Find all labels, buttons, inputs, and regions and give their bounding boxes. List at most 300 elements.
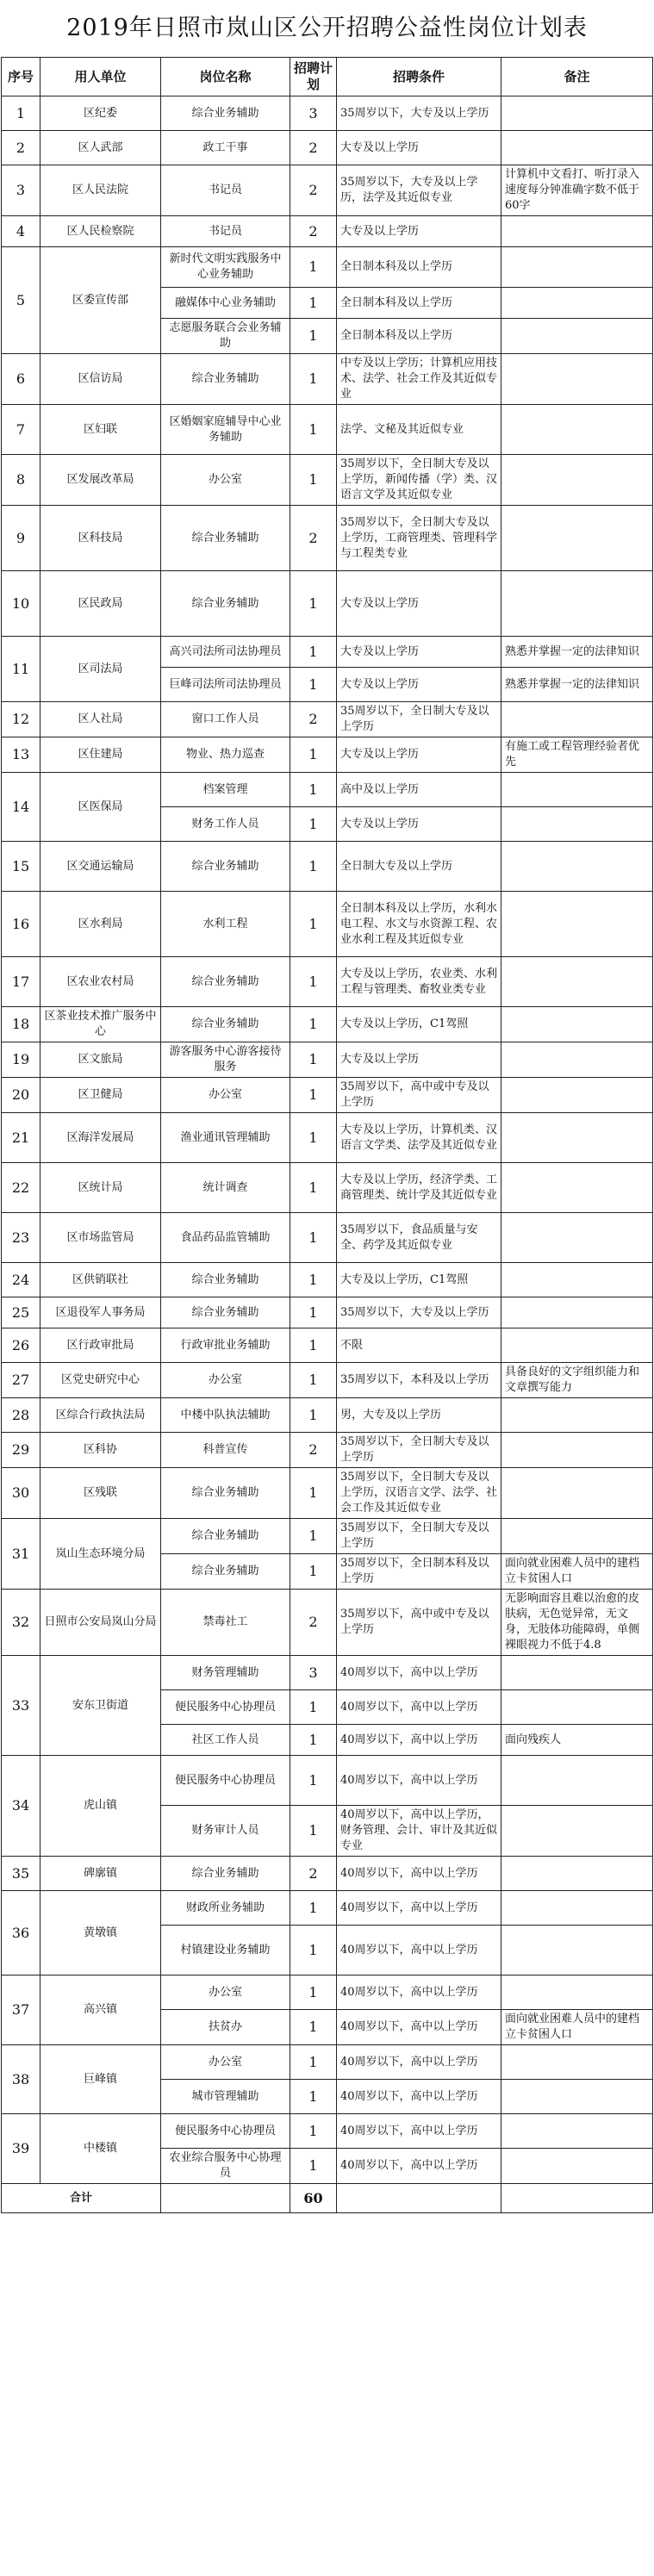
recruit-conditions: 全日制本科及以上学历	[337, 319, 501, 354]
row-index: 19	[2, 1042, 40, 1078]
position-title: 农业综合服务中心协理员	[161, 2149, 290, 2184]
recruit-conditions: 法学、文秘及其近似专业	[337, 405, 501, 455]
remarks: 有施工或工程管理经验者优先	[501, 737, 653, 773]
remarks	[501, 892, 653, 957]
plan-count: 1	[290, 1363, 337, 1398]
table-row	[2, 455, 653, 506]
recruit-conditions: 40周岁以下，高中以上学历	[337, 1725, 501, 1756]
recruit-conditions: 35周岁以下，食品质量与安全、药学及其近似专业	[337, 1213, 501, 1263]
employer-unit: 区农业农村局	[40, 957, 161, 1007]
remarks	[501, 1113, 653, 1163]
row-index: 24	[2, 1263, 40, 1297]
table-body	[2, 96, 653, 2184]
table-row	[2, 1519, 653, 1554]
table-row	[2, 1163, 653, 1213]
employer-unit: 区供销联社	[40, 1263, 161, 1297]
position-title: 便民服务中心协理员	[161, 1756, 290, 1806]
recruit-conditions: 大专及以上学历	[337, 807, 501, 842]
employer-unit: 岚山生态环境分局	[40, 1519, 161, 1590]
recruit-conditions: 全日制本科及以上学历，水利水电工程、水文与水资源工程、农业水利工程及其近似专业	[337, 892, 501, 957]
plan-count: 1	[290, 892, 337, 957]
table-row	[2, 1297, 653, 1328]
table-row	[2, 1656, 653, 1690]
recruit-conditions: 大专及以上学历	[337, 637, 501, 668]
table-row	[2, 247, 653, 288]
position-title: 渔业通讯管理辅助	[161, 1113, 290, 1163]
recruit-conditions: 大专及以上学历，经济学类、工商管理类、统计学及其近似专业	[337, 1163, 501, 1213]
recruit-conditions: 35周岁以下，高中或中专及以上学历	[337, 1078, 501, 1113]
plan-count: 1	[290, 2045, 337, 2080]
employer-unit: 区纪委	[40, 96, 161, 131]
plan-count: 1	[290, 319, 337, 354]
position-title: 新时代文明实践服务中心业务辅助	[161, 247, 290, 288]
position-title: 书记员	[161, 165, 290, 216]
table-row	[2, 2045, 653, 2080]
remarks	[501, 319, 653, 354]
row-index: 17	[2, 957, 40, 1007]
employer-unit: 区残联	[40, 1468, 161, 1519]
remarks	[501, 216, 653, 247]
total-empty-cell	[161, 2184, 290, 2213]
position-title: 综合业务辅助	[161, 1519, 290, 1554]
employer-unit: 区科技局	[40, 506, 161, 571]
position-title: 办公室	[161, 455, 290, 506]
position-title: 食品药品监管辅助	[161, 1213, 290, 1263]
remarks	[501, 1468, 653, 1519]
recruit-conditions: 35周岁以下，全日制大专及以上学历，汉语言文学、法学、社会工作及其近似专业	[337, 1468, 501, 1519]
employer-unit: 区司法局	[40, 637, 161, 702]
employer-unit: 区文旅局	[40, 1042, 161, 1078]
table-row	[2, 165, 653, 216]
plan-count: 1	[290, 405, 337, 455]
position-title: 统计调查	[161, 1163, 290, 1213]
table-row	[2, 1007, 653, 1042]
table-row	[2, 354, 653, 405]
row-index: 6	[2, 354, 40, 405]
table-row	[2, 2114, 653, 2149]
recruit-conditions: 全日制大专及以上学历	[337, 842, 501, 892]
recruit-conditions: 40周岁以下，高中以上学历	[337, 2114, 501, 2149]
position-title: 办公室	[161, 1078, 290, 1113]
row-index: 22	[2, 1163, 40, 1213]
remarks: 无影响面容且难以治愈的皮肤病，无色觉异常，无文身，无肢体功能障碍，单侧裸眼视力不低于4.8	[501, 1590, 653, 1656]
row-index: 37	[2, 1976, 40, 2045]
plan-count: 2	[290, 1433, 337, 1468]
table-row	[2, 1891, 653, 1926]
table-row	[2, 571, 653, 637]
recruit-conditions: 大专及以上学历	[337, 216, 501, 247]
position-title: 办公室	[161, 1363, 290, 1398]
recruit-conditions: 40周岁以下，高中以上学历	[337, 1976, 501, 2010]
plan-count: 3	[290, 96, 337, 131]
row-index: 31	[2, 1519, 40, 1590]
recruit-conditions: 40周岁以下，高中以上学历	[337, 1756, 501, 1806]
position-title: 中楼中队执法辅助	[161, 1398, 290, 1433]
table-row	[2, 1590, 653, 1656]
row-index: 11	[2, 637, 40, 702]
position-title: 综合业务辅助	[161, 354, 290, 405]
remarks	[501, 1213, 653, 1263]
remarks	[501, 354, 653, 405]
row-index: 5	[2, 247, 40, 354]
row-index: 21	[2, 1113, 40, 1163]
remarks	[501, 1926, 653, 1976]
remarks	[501, 1007, 653, 1042]
remarks	[501, 957, 653, 1007]
position-title: 综合业务辅助	[161, 1007, 290, 1042]
row-index: 9	[2, 506, 40, 571]
employer-unit: 区医保局	[40, 773, 161, 842]
remarks	[501, 247, 653, 288]
recruit-conditions: 大专及以上学历	[337, 668, 501, 702]
plan-count: 1	[290, 1468, 337, 1519]
remarks: 面向就业困难人员中的建档立卡贫困人口	[501, 2010, 653, 2045]
remarks	[501, 2149, 653, 2184]
remarks: 面向就业困难人员中的建档立卡贫困人口	[501, 1554, 653, 1590]
row-index: 26	[2, 1328, 40, 1363]
table-row	[2, 1078, 653, 1113]
table-row	[2, 637, 653, 668]
plan-count: 2	[290, 165, 337, 216]
employer-unit: 区海洋发展局	[40, 1113, 161, 1163]
plan-count: 1	[290, 2080, 337, 2114]
position-title: 综合业务辅助	[161, 957, 290, 1007]
recruit-conditions: 35周岁以下，全日制大专及以上学历，新闻传播（学）类、汉语言文学及其近似专业	[337, 455, 501, 506]
recruit-conditions: 40周岁以下，高中以上学历	[337, 1857, 501, 1891]
plan-count: 1	[290, 637, 337, 668]
position-title: 综合业务辅助	[161, 842, 290, 892]
row-index: 36	[2, 1891, 40, 1976]
remarks	[501, 1433, 653, 1468]
remarks	[501, 807, 653, 842]
position-title: 物业、热力巡查	[161, 737, 290, 773]
employer-unit: 区人民检察院	[40, 216, 161, 247]
recruit-conditions: 40周岁以下，高中以上学历	[337, 2080, 501, 2114]
plan-count: 1	[290, 1398, 337, 1433]
plan-count: 1	[290, 1213, 337, 1263]
recruit-conditions: 40周岁以下，高中以上学历	[337, 1926, 501, 1976]
plan-count: 1	[290, 2149, 337, 2184]
remarks	[501, 571, 653, 637]
row-index: 27	[2, 1363, 40, 1398]
position-title: 财务工作人员	[161, 807, 290, 842]
employer-unit: 区人民法院	[40, 165, 161, 216]
employer-unit: 区统计局	[40, 1163, 161, 1213]
employer-unit: 区退役军人事务局	[40, 1297, 161, 1328]
remarks	[501, 1163, 653, 1213]
position-title: 综合业务辅助	[161, 96, 290, 131]
employer-unit: 安东卫街道	[40, 1656, 161, 1756]
position-title: 水利工程	[161, 892, 290, 957]
position-title: 综合业务辅助	[161, 1297, 290, 1328]
plan-count: 1	[290, 1554, 337, 1590]
plan-count: 2	[290, 702, 337, 737]
recruit-conditions: 35周岁以下，本科及以上学历	[337, 1363, 501, 1398]
remarks	[501, 1328, 653, 1363]
remarks	[501, 455, 653, 506]
plan-count: 1	[290, 1007, 337, 1042]
employer-unit: 巨峰镇	[40, 2045, 161, 2114]
total-empty-cell	[337, 2184, 501, 2213]
header-unit: 用人单位	[40, 58, 161, 96]
table-row	[2, 1976, 653, 2010]
plan-count: 1	[290, 1328, 337, 1363]
position-title: 志愿服务联合会业务辅助	[161, 319, 290, 354]
position-title: 综合业务辅助	[161, 1468, 290, 1519]
table-row	[2, 1398, 653, 1433]
position-title: 综合业务辅助	[161, 1554, 290, 1590]
remarks: 计算机中文看打、听打录入速度每分钟准确字数不低于60字	[501, 165, 653, 216]
position-title: 政工干事	[161, 131, 290, 165]
row-index: 30	[2, 1468, 40, 1519]
employer-unit: 中楼镇	[40, 2114, 161, 2184]
employer-unit: 区卫健局	[40, 1078, 161, 1113]
table-row	[2, 506, 653, 571]
plan-count: 1	[290, 807, 337, 842]
recruit-conditions: 40周岁以下，高中以上学历	[337, 2010, 501, 2045]
row-index: 38	[2, 2045, 40, 2114]
recruit-conditions: 大专及以上学历	[337, 737, 501, 773]
employer-unit: 碑廓镇	[40, 1857, 161, 1891]
table-row	[2, 842, 653, 892]
position-title: 高兴司法所司法协理员	[161, 637, 290, 668]
employer-unit: 区发展改革局	[40, 455, 161, 506]
plan-count: 1	[290, 1926, 337, 1976]
remarks	[501, 2114, 653, 2149]
remarks	[501, 702, 653, 737]
table-row	[2, 1113, 653, 1163]
row-index: 16	[2, 892, 40, 957]
row-index: 14	[2, 773, 40, 842]
employer-unit: 区妇联	[40, 405, 161, 455]
plan-count: 1	[290, 842, 337, 892]
remarks	[501, 506, 653, 571]
employer-unit: 区人武部	[40, 131, 161, 165]
row-index: 2	[2, 131, 40, 165]
recruit-conditions: 全日制本科及以上学历	[337, 288, 501, 319]
recruit-conditions: 大专及以上学历，计算机类、汉语言文学类、法学及其近似专业	[337, 1113, 501, 1163]
position-title: 综合业务辅助	[161, 1857, 290, 1891]
employer-unit: 区住建局	[40, 737, 161, 773]
recruit-conditions: 40周岁以下，高中以上学历	[337, 1891, 501, 1926]
position-title: 财政所业务辅助	[161, 1891, 290, 1926]
plan-count: 1	[290, 2010, 337, 2045]
recruit-conditions: 35周岁以下，大专及以上学历	[337, 1297, 501, 1328]
position-title: 办公室	[161, 2045, 290, 2080]
remarks	[501, 131, 653, 165]
table-row	[2, 892, 653, 957]
remarks	[501, 1806, 653, 1857]
position-title: 办公室	[161, 1976, 290, 2010]
row-index: 32	[2, 1590, 40, 1656]
plan-count: 2	[290, 216, 337, 247]
plan-count: 1	[290, 773, 337, 807]
total-row	[2, 2184, 653, 2213]
total-plan: 60	[290, 2184, 337, 2213]
row-index: 1	[2, 96, 40, 131]
recruit-conditions: 40周岁以下，高中以上学历	[337, 1690, 501, 1725]
recruit-conditions: 中专及以上学历；计算机应用技术、法学、社会工作及其近似专业	[337, 354, 501, 405]
recruit-conditions: 35周岁以下，全日制本科及以上学历	[337, 1554, 501, 1590]
table-row	[2, 1042, 653, 1078]
plan-count: 1	[290, 668, 337, 702]
plan-count: 1	[290, 1263, 337, 1297]
row-index: 29	[2, 1433, 40, 1468]
position-title: 科普宣传	[161, 1433, 290, 1468]
plan-count: 1	[290, 737, 337, 773]
row-index: 7	[2, 405, 40, 455]
remarks	[501, 1756, 653, 1806]
plan-count: 1	[290, 354, 337, 405]
table-row	[2, 405, 653, 455]
table-row	[2, 1857, 653, 1891]
table-row	[2, 1263, 653, 1297]
remarks	[501, 1297, 653, 1328]
recruit-conditions: 40周岁以下，高中以上学历，财务管理、会计、审计及其近似专业	[337, 1806, 501, 1857]
recruit-conditions: 35周岁以下，全日制大专及以上学历	[337, 702, 501, 737]
recruit-conditions: 全日制本科及以上学历	[337, 247, 501, 288]
header-conditions: 招聘条件	[337, 58, 501, 96]
recruit-conditions: 40周岁以下，高中以上学历	[337, 2149, 501, 2184]
plan-count: 2	[290, 506, 337, 571]
plan-count: 1	[290, 1078, 337, 1113]
row-index: 28	[2, 1398, 40, 1433]
row-index: 23	[2, 1213, 40, 1263]
remarks	[501, 2045, 653, 2080]
recruit-conditions: 35周岁以下，大专及以上学历	[337, 96, 501, 131]
row-index: 12	[2, 702, 40, 737]
header-notes: 备注	[501, 58, 653, 96]
position-title: 城市管理辅助	[161, 2080, 290, 2114]
remarks	[501, 1891, 653, 1926]
remarks: 熟悉并掌握一定的法律知识	[501, 668, 653, 702]
employer-unit: 区茶业技术推广服务中心	[40, 1007, 161, 1042]
plan-count: 1	[290, 1725, 337, 1756]
plan-count: 1	[290, 571, 337, 637]
table-row	[2, 96, 653, 131]
position-title: 便民服务中心协理员	[161, 2114, 290, 2149]
plan-count: 1	[290, 1113, 337, 1163]
recruit-conditions: 大专及以上学历	[337, 131, 501, 165]
recruit-conditions: 大专及以上学历，农业类、水利工程与管理类、畜牧业类专业	[337, 957, 501, 1007]
position-title: 融媒体中心业务辅助	[161, 288, 290, 319]
total-label: 合计	[2, 2184, 161, 2213]
table-row	[2, 737, 653, 773]
plan-count: 2	[290, 1590, 337, 1656]
plan-count: 1	[290, 1519, 337, 1554]
remarks	[501, 1976, 653, 2010]
table-row	[2, 773, 653, 807]
remarks	[501, 288, 653, 319]
plan-count: 1	[290, 1163, 337, 1213]
employer-unit: 区信访局	[40, 354, 161, 405]
employer-unit: 区党史研究中心	[40, 1363, 161, 1398]
position-title: 档案管理	[161, 773, 290, 807]
remarks	[501, 1857, 653, 1891]
row-index: 3	[2, 165, 40, 216]
table-row	[2, 1328, 653, 1363]
employer-unit: 虎山镇	[40, 1756, 161, 1857]
remarks	[501, 1078, 653, 1113]
table-header-row	[2, 58, 653, 96]
position-title: 综合业务辅助	[161, 1263, 290, 1297]
plan-count: 1	[290, 1756, 337, 1806]
recruit-conditions: 大专及以上学历，C1驾照	[337, 1263, 501, 1297]
plan-count: 1	[290, 288, 337, 319]
position-title: 社区工作人员	[161, 1725, 290, 1756]
row-index: 13	[2, 737, 40, 773]
position-title: 禁毒社工	[161, 1590, 290, 1656]
employer-unit: 区人社局	[40, 702, 161, 737]
page-title: 2019年日照市岚山区公开招聘公益性岗位计划表	[66, 15, 588, 41]
employer-unit: 区水利局	[40, 892, 161, 957]
remarks	[501, 2080, 653, 2114]
employer-unit: 区综合行政执法局	[40, 1398, 161, 1433]
table-row	[2, 1213, 653, 1263]
remarks	[501, 1263, 653, 1297]
position-title: 综合业务辅助	[161, 571, 290, 637]
table-row	[2, 1363, 653, 1398]
table-row	[2, 1756, 653, 1806]
employer-unit: 区行政审批局	[40, 1328, 161, 1363]
recruit-conditions: 35周岁以下，全日制大专及以上学历，工商管理类、管理科学与工程类专业	[337, 506, 501, 571]
employer-unit: 高兴镇	[40, 1976, 161, 2045]
table-row	[2, 957, 653, 1007]
position-title: 财务审计人员	[161, 1806, 290, 1857]
row-index: 33	[2, 1656, 40, 1756]
employer-unit: 区交通运输局	[40, 842, 161, 892]
plan-count: 2	[290, 131, 337, 165]
position-title: 综合业务辅助	[161, 506, 290, 571]
header-plan: 招聘计划	[290, 58, 337, 96]
recruit-conditions: 40周岁以下，高中以上学历	[337, 2045, 501, 2080]
remarks	[501, 773, 653, 807]
plan-count: 1	[290, 2114, 337, 2149]
employer-unit: 区市场监管局	[40, 1213, 161, 1263]
plan-count: 1	[290, 247, 337, 288]
row-index: 8	[2, 455, 40, 506]
recruit-conditions: 高中及以上学历	[337, 773, 501, 807]
plan-count: 1	[290, 1806, 337, 1857]
row-index: 4	[2, 216, 40, 247]
remarks	[501, 1656, 653, 1690]
recruit-conditions: 大专及以上学历	[337, 1042, 501, 1078]
row-index: 34	[2, 1756, 40, 1857]
remarks	[501, 96, 653, 131]
plan-count: 3	[290, 1656, 337, 1690]
employer-unit: 日照市公安局岚山分局	[40, 1590, 161, 1656]
position-title: 窗口工作人员	[161, 702, 290, 737]
plan-count: 1	[290, 1042, 337, 1078]
table-row	[2, 216, 653, 247]
plan-count: 1	[290, 957, 337, 1007]
table-row	[2, 1433, 653, 1468]
plan-count: 2	[290, 1857, 337, 1891]
position-title: 财务管理辅助	[161, 1656, 290, 1690]
employer-unit: 区民政局	[40, 571, 161, 637]
recruit-conditions: 大专及以上学历	[337, 571, 501, 637]
recruit-conditions: 35周岁以下，大专及以上学历，法学及其近似专业	[337, 165, 501, 216]
recruit-conditions: 不限	[337, 1328, 501, 1363]
row-index: 15	[2, 842, 40, 892]
table-row	[2, 702, 653, 737]
position-title: 巨峰司法所司法协理员	[161, 668, 290, 702]
employer-unit: 黄墩镇	[40, 1891, 161, 1976]
plan-count: 1	[290, 455, 337, 506]
remarks	[501, 1690, 653, 1725]
recruit-conditions: 大专及以上学历，C1驾照	[337, 1007, 501, 1042]
table-row	[2, 131, 653, 165]
